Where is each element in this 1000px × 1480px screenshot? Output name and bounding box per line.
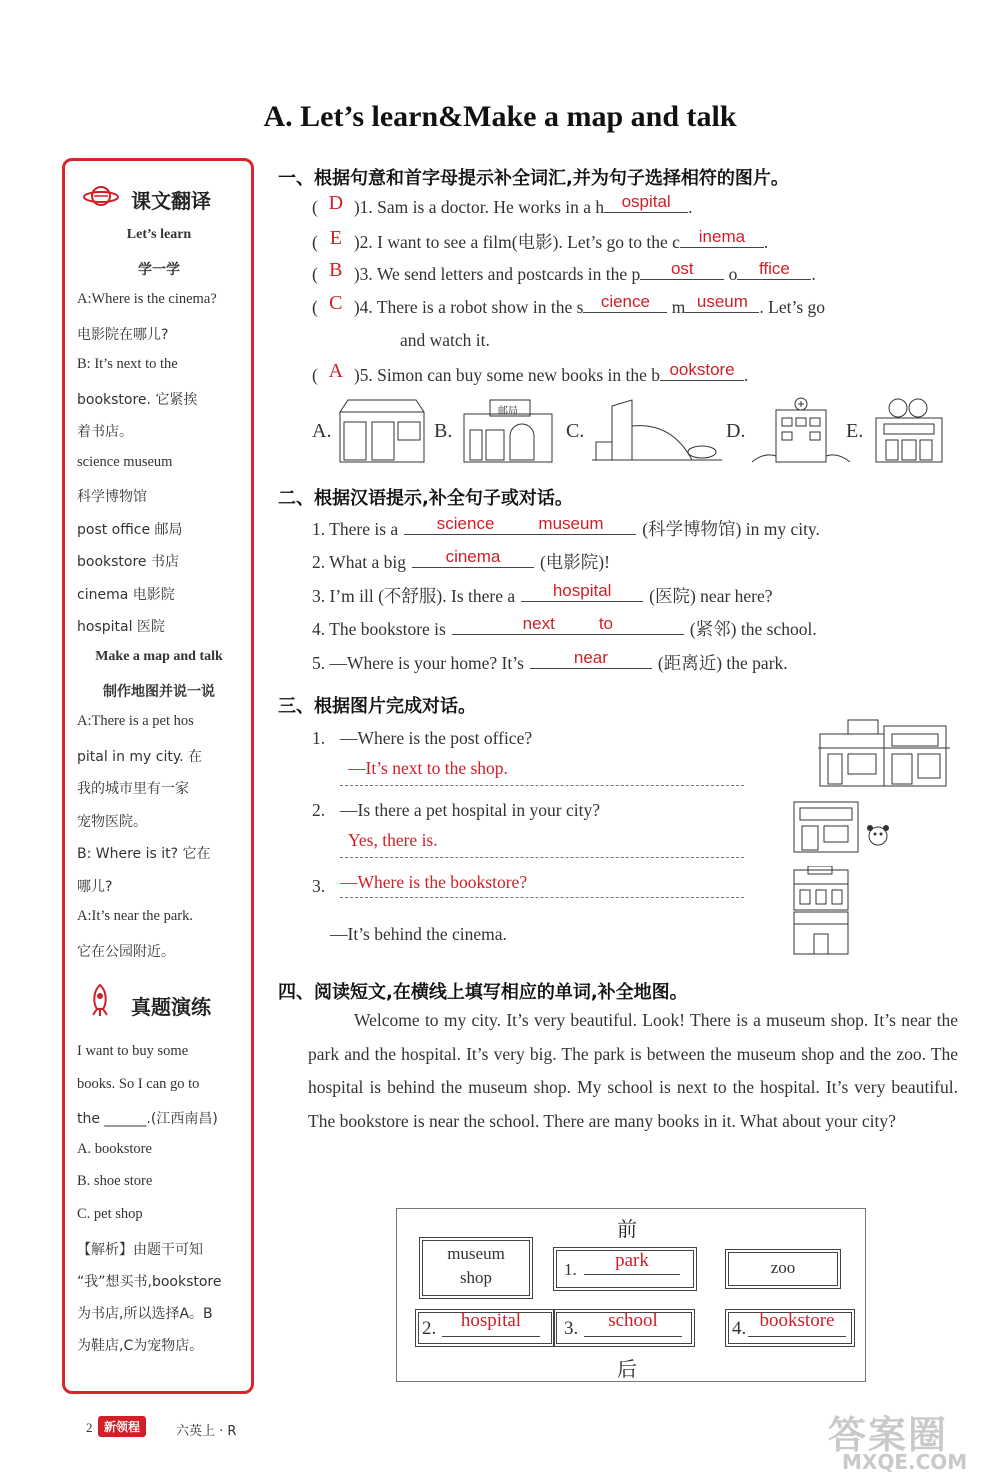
fill-blank — [412, 546, 534, 568]
fill-blank-answer: ffice — [737, 259, 811, 280]
dialogue-question: —Where is the post office? — [340, 728, 533, 748]
fill-blank-answer: ospital — [604, 192, 688, 213]
sentence-text: )4. There is a robot show in the s — [353, 297, 584, 317]
fill-blank — [530, 647, 652, 669]
section2-item — [312, 616, 817, 641]
hospital-picture — [752, 396, 852, 466]
choice-answer: E — [329, 227, 342, 249]
reading-passage: Welcome to my city. It’s very beautiful. Look! There is a museum shop. It’s near the park and the hospital. It’s very big. The park is between the museum shop and the zoo. The hospital is behind the museum shop. My school is next to the hospital. It’s very beautiful. The bookstore is near the school. There are many books in it. What about your city? — [308, 1010, 958, 1131]
dialogue-answer: Yes, there is. — [348, 830, 438, 850]
section1-item — [312, 360, 749, 387]
city-map — [396, 1208, 866, 1382]
sentence-text: . — [763, 232, 769, 252]
fill-blank-answer: ookstore — [660, 360, 744, 381]
picture-option-label: D. — [726, 420, 746, 442]
answer-paren-open: ( — [312, 365, 318, 385]
watermark-url: MXQE.COM — [842, 1450, 968, 1474]
section4-title: 四、阅读短文,在横线上填写相应的单词,补全地图。 — [278, 982, 688, 1003]
section2-item — [312, 516, 820, 541]
map-blank-2-answer: hospital — [460, 1310, 522, 1331]
sentence-text: 3. I’m ill (不舒服). Is there a — [312, 586, 516, 606]
sidebar-question-line: A. bookstore — [77, 1140, 152, 1157]
sidebar-text-line: cinema 电影院 — [77, 586, 175, 603]
map-box-3 — [553, 1309, 695, 1347]
sidebar-text-line: B: It’s next to the — [77, 356, 178, 372]
sidebar-analysis-line: 为鞋店,C为宠物店。 — [77, 1338, 204, 1354]
answer-paren-open: ( — [312, 197, 318, 217]
sidebar-text-line: bookstore 书店 — [77, 554, 179, 570]
sidebar-analysis-line: “我”想买书,bookstore — [77, 1274, 222, 1290]
picture-option-label: C. — [566, 420, 585, 442]
dialogue-reply: —It’s behind the cinema. — [330, 924, 507, 944]
sentence-text: (科学博物馆) in my city. — [642, 519, 820, 539]
museum-shop-line1: museum — [447, 1244, 505, 1263]
section1-item — [312, 259, 816, 286]
sentence-text: o — [724, 264, 738, 284]
post-office-sign: 邮局 — [498, 406, 518, 417]
fill-blank — [404, 513, 636, 535]
sentence-text: 4. The bookstore is — [312, 619, 446, 639]
sidebar-lesson-title-zh: 学一学 — [138, 262, 180, 278]
sentence-text: )2. I want to see a film(电影). Let’s go to the c — [353, 232, 680, 252]
planet-icon — [83, 183, 119, 209]
sentence-text: )3. We send letters and postcards in the p — [353, 264, 641, 284]
bookstore-cinema-sketch — [790, 866, 854, 956]
sidebar-text-line: A:It’s near the park. — [77, 908, 193, 924]
map-blank-1-num: 1. — [564, 1260, 577, 1279]
fill-blank-answer: cinema — [445, 547, 501, 566]
map-box-4 — [725, 1309, 855, 1347]
answer-paren-open: ( — [312, 264, 318, 284]
section1-item — [312, 229, 768, 254]
choice-answer: B — [329, 259, 343, 281]
sentence-text: )5. Simon can buy some new books in the b — [353, 365, 661, 385]
sidebar-question-line: I want to buy some — [77, 1043, 189, 1059]
sidebar-text-line: post office 邮局 — [77, 521, 183, 538]
sidebar-lesson-title: Let’s learn — [126, 227, 192, 242]
fill-blank-answer: next — [522, 614, 555, 633]
sidebar-text-line: pital in my city. 在 — [77, 748, 203, 765]
science-museum-picture — [592, 396, 724, 466]
dialogue-question: —Is there a pet hospital in your city? — [340, 800, 600, 820]
sentence-text: . — [744, 365, 749, 385]
fill-blank-answer: inema — [680, 227, 764, 248]
sidebar-question-line: C. pet shop — [77, 1205, 143, 1222]
sidebar-lesson2-title-zh: 制作地图并说一说 — [103, 684, 215, 700]
section1-title: 一、根据句意和首字母提示补全词汇,并为句子选择相符的图片。 — [278, 168, 789, 189]
sidebar-text-line: 它在公园附近。 — [77, 943, 175, 960]
map-box-museum-shop — [419, 1237, 533, 1299]
sidebar-text-line: 着书店。 — [77, 424, 133, 440]
sentence-text: 2. What a big — [312, 552, 406, 572]
sentence-text: . — [811, 264, 816, 284]
dialogue-answer: —It’s next to the shop. — [348, 758, 508, 778]
fill-blank-answer: useum — [685, 292, 759, 313]
fill-blank-answer: hospital — [552, 581, 612, 600]
sentence-text: (距离近) the park. — [657, 653, 788, 673]
sidebar-heading-practice: 真题演练 — [131, 995, 211, 1019]
sentence-continuation: and watch it. — [400, 330, 490, 350]
fill-blank-answer: cience — [583, 292, 667, 313]
sidebar-text-line: 宠物医院。 — [77, 813, 147, 830]
section2-item — [312, 549, 610, 574]
answer-paren-open: ( — [312, 232, 318, 252]
map-blank-4-answer: bookstore — [759, 1310, 835, 1331]
map-blank-4-num: 4. — [732, 1318, 747, 1339]
cinema-picture — [872, 396, 946, 466]
fill-blank-answer: to — [598, 614, 613, 633]
sidebar-text-line: A:There is a pet hos — [77, 713, 194, 729]
sidebar-analysis-line: 为书店,所以选择A。B — [77, 1306, 213, 1322]
section2-item — [312, 583, 773, 608]
answer-paren-open: ( — [312, 297, 318, 317]
sentence-text: (医院) near here? — [649, 586, 773, 606]
section2-item — [312, 650, 788, 675]
map-box-2 — [415, 1309, 555, 1347]
post-office-shop-sketch — [818, 718, 950, 790]
brand-badge: 新领程 — [98, 1416, 146, 1437]
sidebar-panel — [62, 158, 254, 1394]
sentence-text: 1. There is a — [312, 519, 399, 539]
answer-line — [340, 784, 744, 786]
fill-blank-answer: near — [573, 648, 608, 667]
dialogue-answer: —Where is the bookstore? — [340, 872, 528, 892]
map-blank-3-answer: school — [608, 1310, 658, 1331]
bookstore-picture — [338, 396, 428, 466]
picture-option-label: E. — [846, 420, 864, 442]
sentence-text: 5. —Where is your home? It’s — [312, 653, 524, 673]
sidebar-text-line: 电影院在哪儿? — [77, 326, 169, 343]
fill-blank — [452, 613, 684, 635]
sentence-text: m — [667, 297, 686, 317]
museum-shop-line2: shop — [459, 1268, 493, 1287]
rocket-icon — [85, 983, 115, 1017]
sentence-text: . Let’s go — [759, 297, 826, 317]
sidebar-question-line: B. shoe store — [77, 1173, 153, 1189]
zoo-label: zoo — [770, 1258, 796, 1277]
fill-blank-answer: ost — [640, 259, 724, 280]
pet-hospital-sketch — [792, 800, 898, 854]
fill-blank-answer: museum — [538, 514, 604, 533]
dialogue-number: 1. — [312, 728, 326, 748]
sidebar-text-line: 我的城市里有一家 — [77, 781, 189, 797]
sidebar-analysis-line: 【解析】由题干可知 — [77, 1242, 203, 1258]
map-box-zoo — [725, 1249, 841, 1289]
section2-title: 二、根据汉语提示,补全句子或对话。 — [278, 488, 573, 509]
sidebar-text-line: B: Where is it? 它在 — [77, 846, 211, 862]
dialogue-number: 3. — [312, 876, 326, 896]
sidebar-text-line: A:Where is the cinema? — [77, 291, 217, 307]
sidebar-question-line: books. So I can go to — [77, 1075, 200, 1092]
sentence-text: (紧邻) the school. — [689, 619, 817, 639]
page-number: 2 — [86, 1420, 93, 1435]
picture-option-label: B. — [434, 420, 453, 442]
sidebar-text-line: 科学博物馆 — [77, 489, 147, 505]
map-blank-1-answer: park — [615, 1250, 649, 1271]
choice-answer: D — [328, 192, 344, 214]
picture-option-label: A. — [312, 420, 332, 442]
sidebar-text-line: science museum — [77, 453, 173, 470]
answer-line — [340, 856, 744, 858]
grade-label: 六英上 · R — [176, 1424, 237, 1439]
choice-answer: A — [328, 360, 344, 382]
section1-item — [312, 292, 826, 319]
sidebar-text-line: bookstore. 它紧挨 — [77, 391, 198, 408]
fill-blank-answer: science — [436, 514, 495, 533]
sidebar-text-line: 哪儿? — [77, 878, 113, 895]
watermark-logo: 答案圈 — [828, 1413, 949, 1457]
map-box-1 — [553, 1247, 697, 1291]
answer-line — [340, 896, 744, 898]
sentence-text: )1. Sam is a doctor. He works in a h — [353, 197, 605, 217]
map-front-label: 前 — [617, 1217, 637, 1241]
page-title: A. Let’s learn&Make a map and talk — [263, 100, 737, 133]
map-blank-3-num: 3. — [564, 1318, 579, 1339]
sidebar-text-line: hospital 医院 — [77, 619, 165, 635]
dialogue-number: 2. — [312, 800, 326, 820]
choice-answer: C — [329, 292, 343, 314]
sidebar-question-line: the ______.(江西南昌) — [77, 1111, 218, 1127]
map-blank-2-num: 2. — [422, 1318, 437, 1339]
map-back-label: 后 — [617, 1357, 637, 1381]
sentence-text: (电影院)! — [539, 552, 610, 572]
sentence-text: . — [688, 197, 693, 217]
section1-item — [312, 192, 693, 219]
sidebar-lesson2-title: Make a map and talk — [95, 649, 223, 664]
sidebar-heading-translation: 课文翻译 — [131, 189, 211, 213]
section3-title: 三、根据图片完成对话。 — [278, 696, 476, 717]
fill-blank — [521, 580, 643, 602]
